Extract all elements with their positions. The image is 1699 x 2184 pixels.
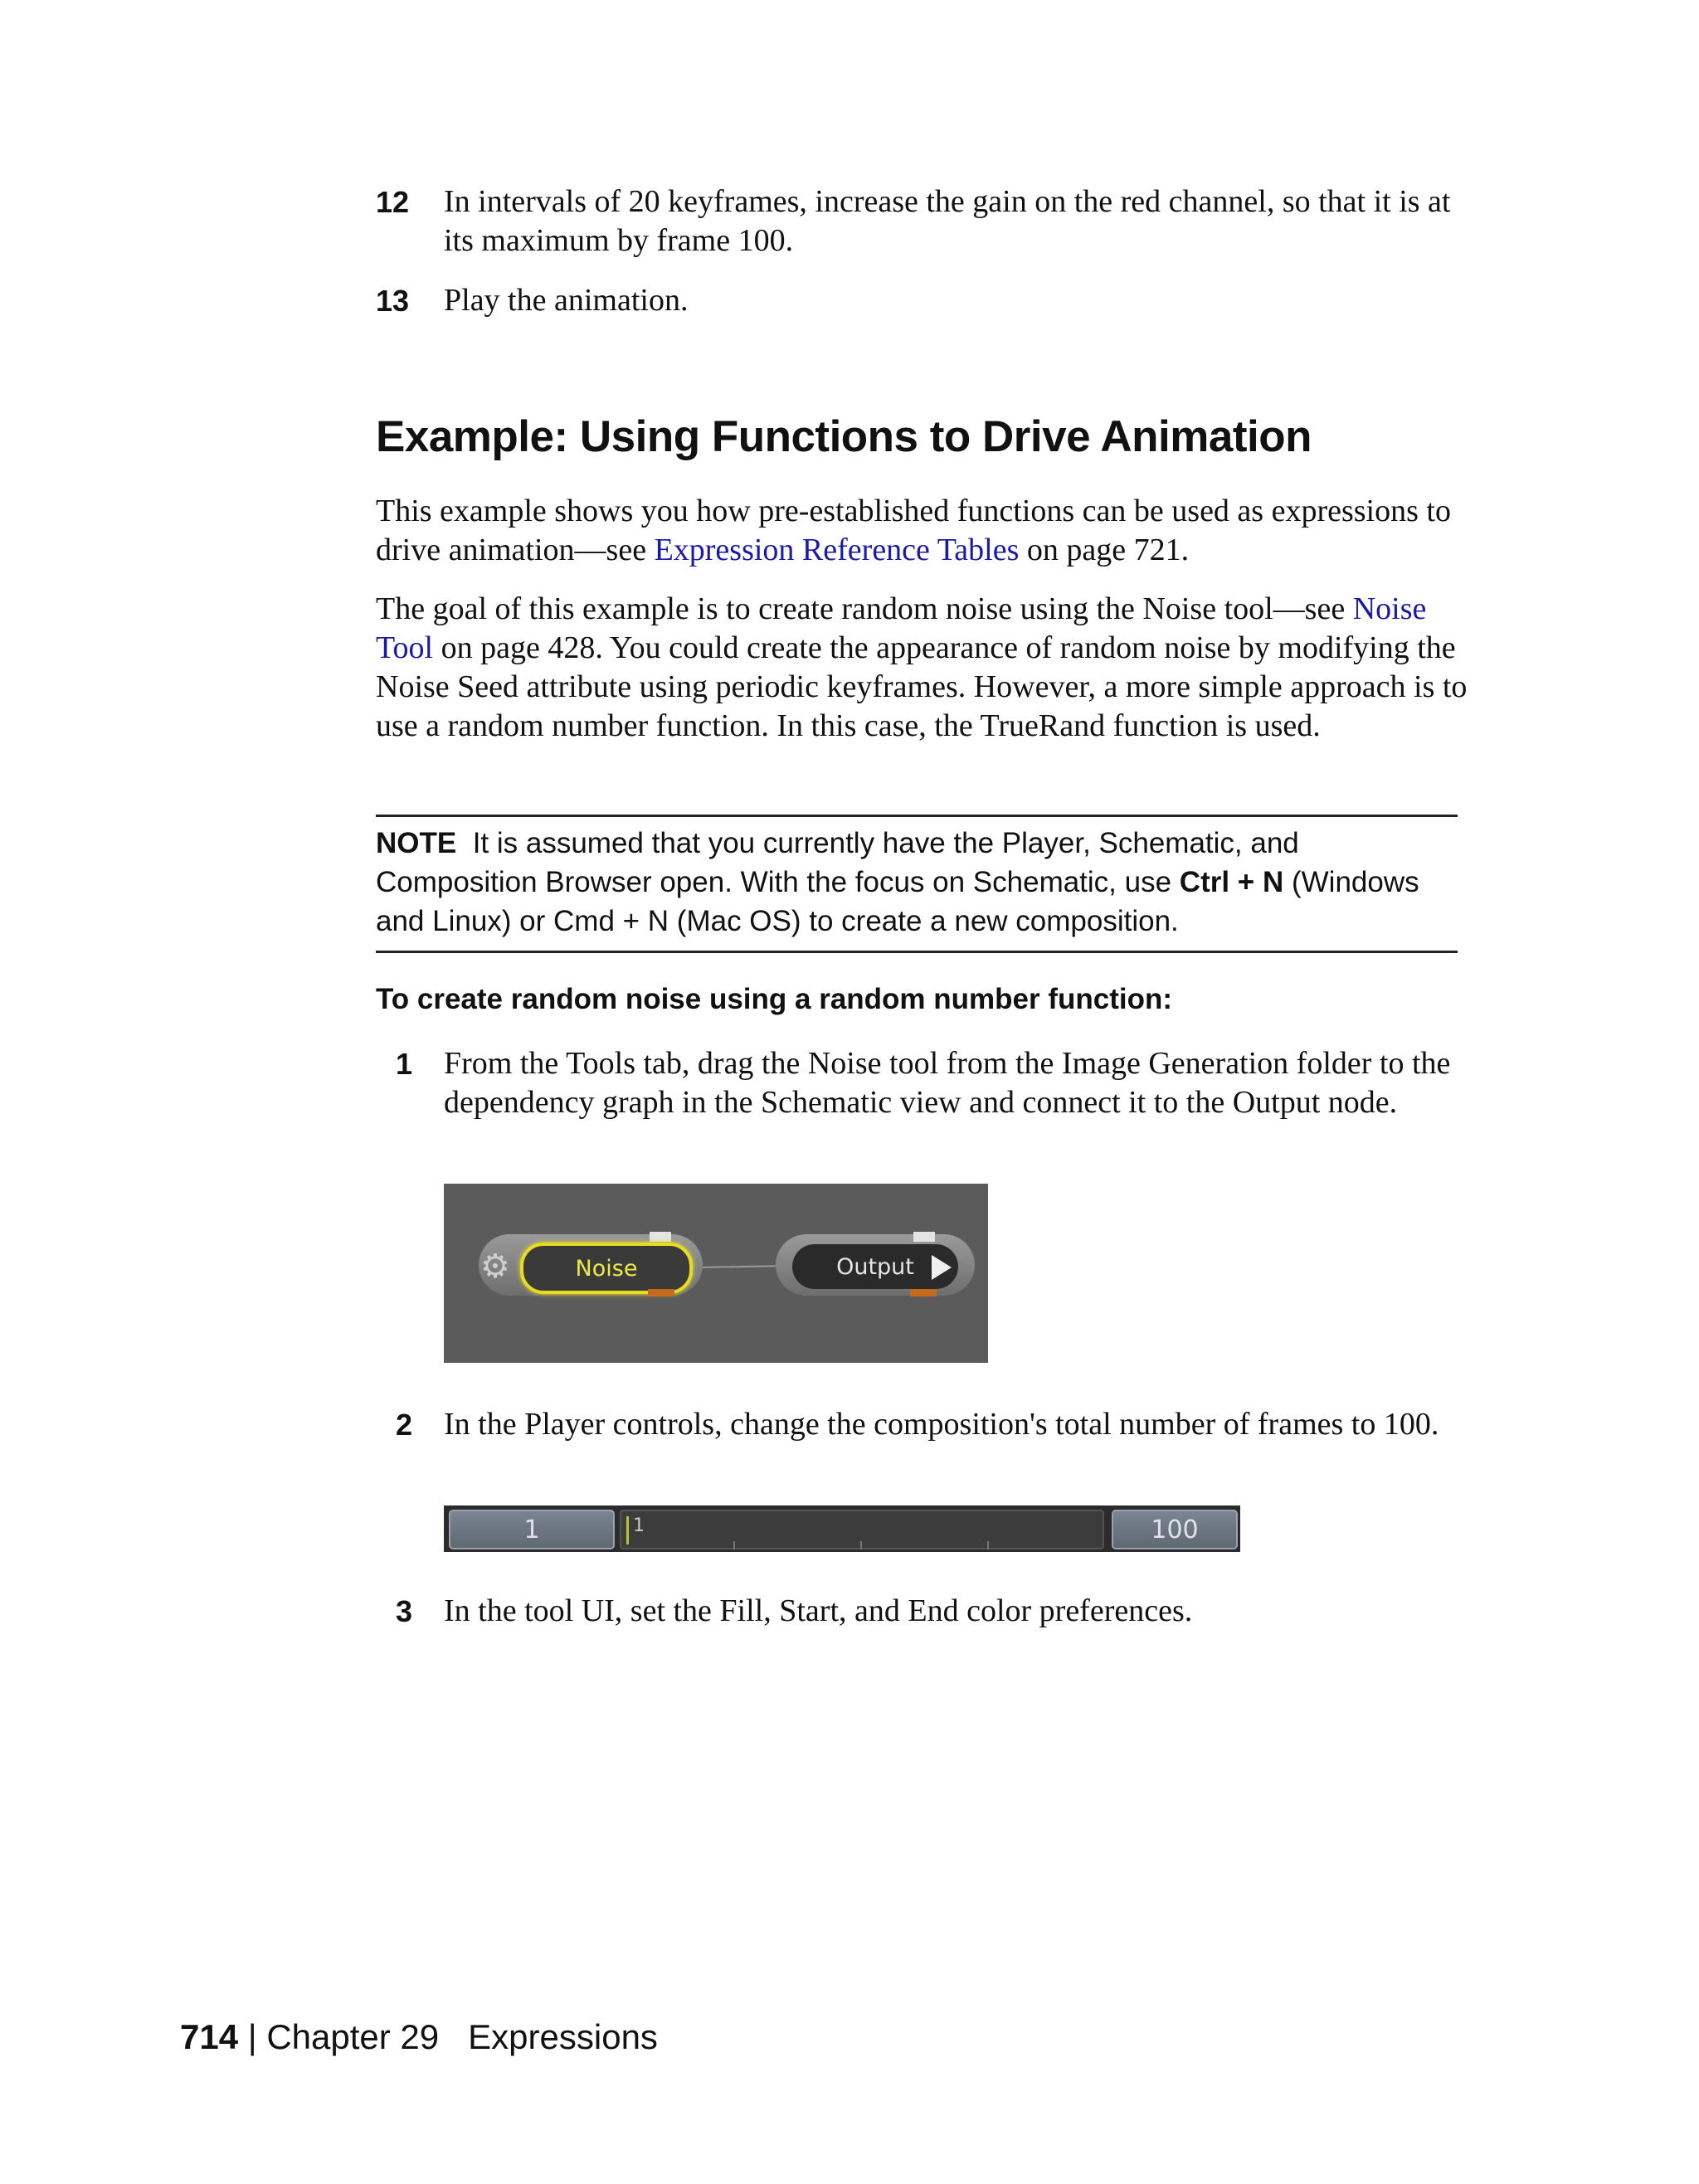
step-text: In the Player controls, change the composition's total number of frames to 100. [444,1407,1439,1442]
intro-text-end: on page 721. [1019,533,1190,567]
step-number: 12 [376,185,410,219]
procedure-step-2 [376,1405,1463,1444]
current-frame-label: 1 [633,1515,645,1536]
step-text: In intervals of 20 keyframes, increase the gain on the red channel, so that it is at its maximum by frame 100. [444,184,1451,258]
noise-tool-link[interactable]: Noise Tool [376,591,1427,665]
output-node-tab [913,1232,935,1242]
note-text: It is assumed that you currently have the Player, Schematic, and Composition Browser open. With the focus on Schematic, use [376,827,1299,898]
step-12 [376,182,1463,260]
step-text: Play the animation. [444,283,689,318]
noise-node[interactable]: Noise [520,1243,693,1294]
start-frame-field[interactable]: 1 [449,1510,615,1549]
page-footer [180,2014,658,2060]
step-number: 1 [396,1047,413,1081]
output-node-input-tab [910,1289,937,1296]
timeline-tick [733,1541,735,1549]
output-node[interactable]: Output [792,1244,958,1289]
procedure-step-1 [376,1044,1463,1122]
note-box [376,815,1458,953]
node-connector [703,1265,786,1268]
step-number: 3 [396,1594,413,1628]
goal-text: The goal of this example is to create random noise using the Noise tool—see [376,591,1353,626]
timeline-tick [860,1541,862,1549]
goal-paragraph [376,590,1471,746]
noise-node-output-tab [648,1289,674,1296]
playhead-marker[interactable] [626,1516,629,1544]
intro-text: This example shows you how pre-established functions can be used as expressions to drive animation—see [376,494,1451,567]
intro-paragraph [376,492,1471,570]
end-frame-field[interactable]: 100 [1112,1510,1238,1549]
step-text: From the Tools tab, drag the Noise tool from the Image Generation folder to the dependency graph in the Schematic view and connect it to the Output node. [444,1046,1451,1120]
footer-separator: | [247,2017,257,2056]
chapter-title: Chapter 29 Expressions [266,2017,658,2056]
noise-node-tab [650,1232,671,1242]
timeline-figure [444,1505,1240,1552]
step-13 [376,281,1463,320]
gear-icon: ⚙ [480,1248,510,1286]
goal-text-end: on page 428. You could create the appearance of random noise by modifying the Noise Seed attribute using periodic keyframes. However, a more simple approach is to use a random number function. In this case, the TrueRand function is used. [376,630,1468,743]
page-number: 714 [180,2017,239,2056]
schematic-figure [444,1184,988,1363]
timeline-track[interactable] [620,1510,1104,1549]
procedure-title: To create random noise using a random number function: [376,983,1173,1015]
note-label: NOTE [376,827,457,859]
note-text-end: (Windows and Linux) or Cmd + N (Mac OS) to create a new composition. [376,866,1419,937]
note-shortcut: Ctrl + N [1179,866,1284,898]
procedure-step-3 [376,1592,1463,1631]
step-number: 13 [376,284,410,318]
play-icon [932,1255,952,1280]
step-number: 2 [396,1408,413,1442]
section-heading: Example: Using Functions to Drive Animation [376,412,1312,461]
step-text: In the tool UI, set the Fill, Start, and End color preferences. [444,1593,1193,1628]
expression-reference-link[interactable]: Expression Reference Tables [654,533,1020,567]
timeline-tick [987,1541,989,1549]
